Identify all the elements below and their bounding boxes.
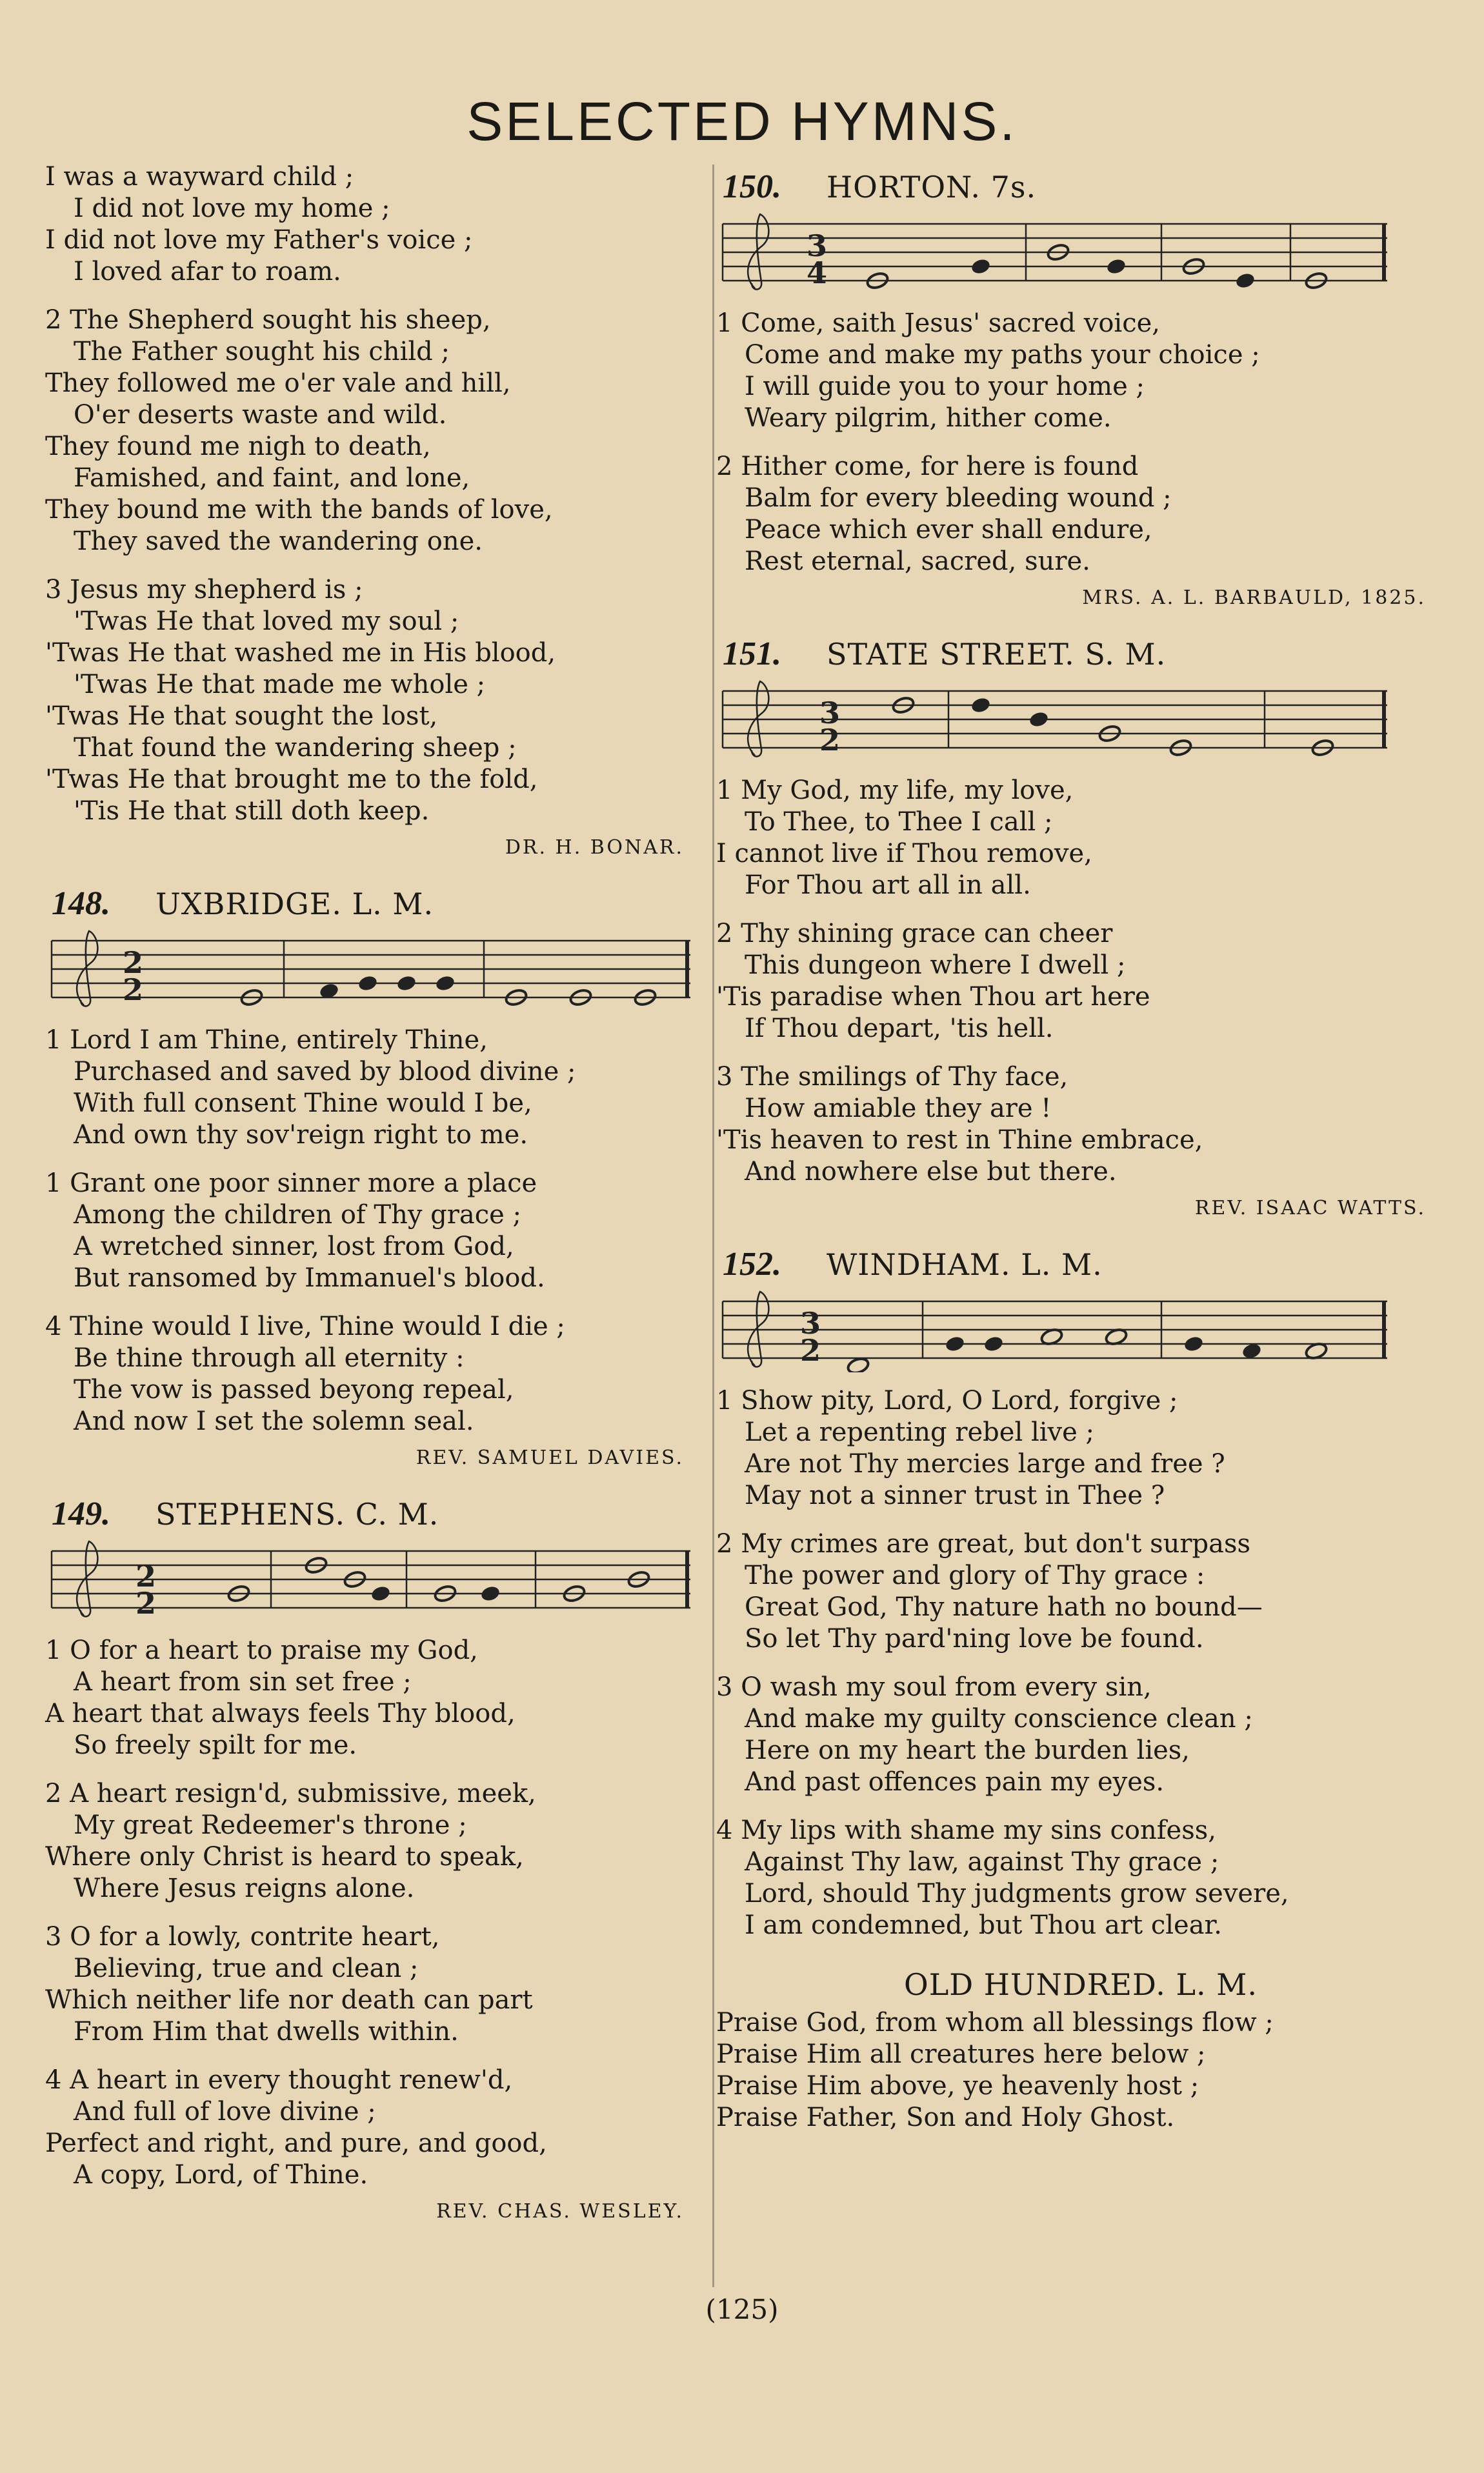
verse-line: Believing, true and clean ; — [74, 1954, 419, 1983]
verse-line: 3 The smilings of Thy face, — [716, 1062, 1068, 1092]
verse-line: 3 O wash my soul from every sin, — [716, 1672, 1152, 1702]
page-title: SELECTED HYMNS. — [466, 91, 1018, 152]
verse-line: 2 A heart resign'd, submissive, meek, — [45, 1779, 536, 1808]
verse-line: The power and glory of Thy grace : — [745, 1561, 1205, 1590]
verse-line: 1 O for a heart to praise my God, — [45, 1636, 478, 1665]
verse-line: 'Twas He that loved my soul ; — [74, 606, 459, 636]
hymn-tune-title: WINDHAM. L. M. — [827, 1247, 1103, 1282]
hymn-150 — [716, 168, 1439, 609]
svg-text:2: 2 — [819, 723, 841, 757]
verse — [45, 305, 697, 557]
verse-line: Praise God, from whom all blessings flow ; — [716, 2008, 1274, 2037]
verse-line: Come and make my paths your choice ; — [745, 340, 1260, 370]
verse-line: They saved the wandering one. — [74, 526, 483, 556]
verse-line: And nowhere else but there. — [745, 1157, 1117, 1186]
verse-line: If Thou depart, 'tis hell. — [745, 1014, 1054, 1043]
verse-line: 1 Lord I am Thine, entirely Thine, — [45, 1025, 488, 1055]
hymn-header — [723, 168, 1439, 206]
verse-line: Among the children of Thy grace ; — [74, 1200, 522, 1230]
verse-line: I am condemned, but Thou art clear. — [745, 1910, 1222, 1940]
svg-text:4: 4 — [807, 255, 828, 290]
verse — [45, 161, 697, 288]
verse-line: Praise Father, Son and Holy Ghost. — [716, 2103, 1175, 2132]
verse-line: 2 Hither come, for here is found — [716, 452, 1139, 481]
verse-line: A heart from sin set free ; — [74, 1667, 412, 1697]
verse-line: 'Twas He that made me whole ; — [74, 670, 486, 699]
hymn-header — [52, 885, 697, 923]
verse-line: They found me nigh to death, — [45, 432, 431, 461]
verse-line: I was a wayward child ; — [45, 162, 354, 192]
verse-line: 2 Thy shining grace can cheer — [716, 919, 1113, 948]
hymn-148 — [45, 885, 697, 1469]
verse-line: The Father sought his child ; — [74, 337, 450, 366]
verse-line: Which neither life nor death can part — [45, 1985, 533, 2015]
svg-text:3: 3 — [819, 696, 841, 730]
hymn-152 — [716, 1245, 1439, 1941]
verse-line: A copy, Lord, of Thine. — [74, 2160, 368, 2190]
hymn-number: 152. — [723, 1246, 781, 1283]
verse-line: The vow is passed beyong repeal, — [74, 1375, 514, 1405]
verse-line: So freely spilt for me. — [74, 1730, 357, 1760]
verse-line: 'Tis heaven to rest in Thine embrace, — [716, 1125, 1203, 1155]
verse-line: A heart that always feels Thy blood, — [45, 1699, 516, 1728]
verse-line: Rest eternal, sacred, sure. — [745, 546, 1090, 576]
hymn-header — [723, 1967, 1439, 2002]
right-column — [716, 161, 1439, 2159]
verse-line: Perfect and right, and pure, and good, — [45, 2128, 547, 2158]
verse — [716, 2007, 1439, 2134]
verse-line: Lord, should Thy judgments grow severe, — [745, 1879, 1289, 1908]
svg-text:2: 2 — [123, 972, 144, 1007]
verse-line: Praise Him above, ye heavenly host ; — [716, 2071, 1199, 2101]
verse-line: Here on my heart the burden lies, — [745, 1736, 1190, 1765]
column-divider — [712, 165, 714, 2287]
verse — [45, 1311, 697, 1437]
hymn-149 — [45, 1495, 697, 2223]
verse — [716, 1528, 1439, 1655]
verse-line: I cannot live if Thou remove, — [716, 839, 1092, 868]
hymn-151 — [716, 635, 1439, 1219]
verse — [45, 1778, 697, 1905]
verse-line: 3 O for a lowly, contrite heart, — [45, 1922, 440, 1952]
verse-line: And make my guilty conscience clean ; — [745, 1704, 1253, 1734]
hymn-number: 149. — [52, 1496, 110, 1532]
verse-line: Are not Thy mercies large and free ? — [745, 1449, 1225, 1479]
verse — [716, 451, 1439, 577]
verse — [45, 1635, 697, 1761]
svg-text:3: 3 — [800, 1306, 821, 1341]
hymn-attribution: DR. H. BONAR. — [505, 836, 684, 859]
hymn-header — [723, 635, 1439, 673]
verse-line: Weary pilgrim, hither come. — [745, 403, 1112, 433]
verse-line: They bound me with the bands of love, — [45, 495, 553, 525]
verse — [716, 1672, 1439, 1798]
verse-line: 'Tis He that still doth keep. — [74, 796, 430, 826]
verse-line: I will guide you to your home ; — [745, 372, 1145, 401]
verse-line: To Thee, to Thee I call ; — [745, 807, 1053, 837]
verse-line: That found the wandering sheep ; — [74, 733, 517, 763]
verse-line: Great God, Thy nature hath no bound— — [745, 1592, 1263, 1622]
verse-line: They followed me o'er vale and hill, — [45, 368, 511, 398]
verse-line: For Thou art all in all. — [745, 870, 1031, 900]
hymn-tune-title: HORTON. 7s. — [827, 170, 1037, 205]
music-staff — [45, 1538, 690, 1622]
verse-line: May not a sinner trust in Thee ? — [745, 1481, 1165, 1510]
verse-line: 'Tis paradise when Thou art here — [716, 982, 1150, 1012]
verse-line: A wretched sinner, lost from God, — [74, 1232, 514, 1261]
verse-line: Let a repenting rebel live ; — [745, 1417, 1094, 1447]
verse-line: I did not love my Father's voice ; — [45, 225, 473, 255]
hymn-old-hundred — [716, 1967, 1439, 2134]
page-number: (125) — [705, 2294, 779, 2325]
svg-text:3: 3 — [807, 228, 828, 263]
verse-line: 'Twas He that sought the lost, — [45, 701, 438, 731]
verse — [45, 1168, 697, 1294]
verse-line: Balm for every bleeding wound ; — [745, 483, 1172, 513]
verse — [716, 308, 1439, 434]
verse-line: My great Redeemer's throne ; — [74, 1810, 467, 1840]
verse-line: Where Jesus reigns alone. — [74, 1874, 415, 1903]
verse-line: Purchased and saved by blood divine ; — [74, 1057, 576, 1086]
verse-line: 'Twas He that washed me in His blood, — [45, 638, 556, 668]
music-staff — [716, 678, 1387, 762]
hymn-tune-title: UXBRIDGE. L. M. — [155, 886, 434, 921]
verse — [45, 574, 697, 827]
hymn-attribution: REV. CHAS. WESLEY. — [436, 2200, 684, 2223]
hymn-attribution: MRS. A. L. BARBAULD, 1825. — [1082, 586, 1426, 609]
hymn-attribution: REV. ISAAC WATTS. — [1194, 1197, 1426, 1219]
verse — [45, 1025, 697, 1151]
verse — [45, 1921, 697, 2048]
verse-line: Where only Christ is heard to speak, — [45, 1842, 524, 1872]
verse-line: 1 Show pity, Lord, O Lord, forgive ; — [716, 1386, 1178, 1416]
verse-line: 4 A heart in every thought renew'd, — [45, 2065, 513, 2095]
hymn-number: 148. — [52, 885, 110, 922]
verse-line: O'er deserts waste and wild. — [74, 400, 447, 430]
verse-line: Peace which ever shall endure, — [745, 515, 1152, 545]
hymn-tune-title: STATE STREET. S. M. — [827, 637, 1167, 672]
verse-line: 1 Come, saith Jesus' sacred voice, — [716, 308, 1160, 338]
verse-line: Famished, and faint, and lone, — [74, 463, 470, 493]
svg-text:2: 2 — [800, 1333, 821, 1368]
verse-line: 2 My crimes are great, but don't surpass — [716, 1529, 1251, 1559]
verse-line: 4 Thine would I live, Thine would I die ; — [45, 1312, 565, 1341]
verse-line: 1 Grant one poor sinner more a place — [45, 1168, 537, 1198]
verse — [45, 2065, 697, 2191]
svg-text:2: 2 — [123, 945, 144, 980]
hymn-header — [723, 1245, 1439, 1283]
verse-line: This dungeon where I dwell ; — [745, 950, 1126, 980]
verse-line: 3 Jesus my shepherd is ; — [45, 575, 363, 605]
verse-line: And full of love divine ; — [74, 2097, 376, 2127]
music-staff — [716, 1288, 1387, 1372]
hymn-number: 150. — [723, 168, 781, 205]
verse-line: And now I set the solemn seal. — [74, 1407, 474, 1436]
music-staff — [716, 211, 1387, 295]
hymn-attribution: REV. SAMUEL DAVIES. — [416, 1447, 684, 1469]
svg-text:2: 2 — [135, 1559, 157, 1594]
svg-text:2: 2 — [135, 1586, 157, 1621]
verse-line: 1 My God, my life, my love, — [716, 776, 1074, 805]
hymn-tune-title: OLD HUNDRED. L. M. — [904, 1967, 1258, 2002]
verse-line: And own thy sov'reign right to me. — [74, 1120, 528, 1150]
verse — [716, 1061, 1439, 1188]
verse-line: I loved afar to roam. — [74, 257, 341, 286]
verse-line: I did not love my home ; — [74, 194, 390, 223]
hymn-continuation — [45, 161, 697, 859]
verse — [716, 918, 1439, 1045]
verse-line: Be thine through all eternity : — [74, 1343, 465, 1373]
verse-line: So let Thy pard'ning love be found. — [745, 1624, 1204, 1654]
hymn-tune-title: STEPHENS. C. M. — [155, 1497, 439, 1532]
verse-line: And past offences pain my eyes. — [745, 1767, 1165, 1797]
verse-line: Against Thy law, against Thy grace ; — [745, 1847, 1219, 1877]
verse-line: With full consent Thine would I be, — [74, 1088, 532, 1118]
verse — [716, 1385, 1439, 1512]
verse-line: How amiable they are ! — [745, 1094, 1052, 1123]
verse-line: 4 My lips with shame my sins confess, — [716, 1816, 1216, 1845]
verse-line: From Him that dwells within. — [74, 2017, 459, 2047]
verse — [716, 1815, 1439, 1941]
verse-line: 2 The Shepherd sought his sheep, — [45, 305, 491, 335]
verse-line: But ransomed by Immanuel's blood. — [74, 1263, 545, 1293]
verse-line: Praise Him all creatures here below ; — [716, 2039, 1206, 2069]
music-staff — [45, 928, 690, 1012]
hymn-header — [52, 1495, 697, 1533]
hymn-number: 151. — [723, 636, 781, 672]
verse — [716, 775, 1439, 901]
verse-line: 'Twas He that brought me to the fold, — [45, 765, 538, 794]
left-column — [45, 161, 697, 2248]
